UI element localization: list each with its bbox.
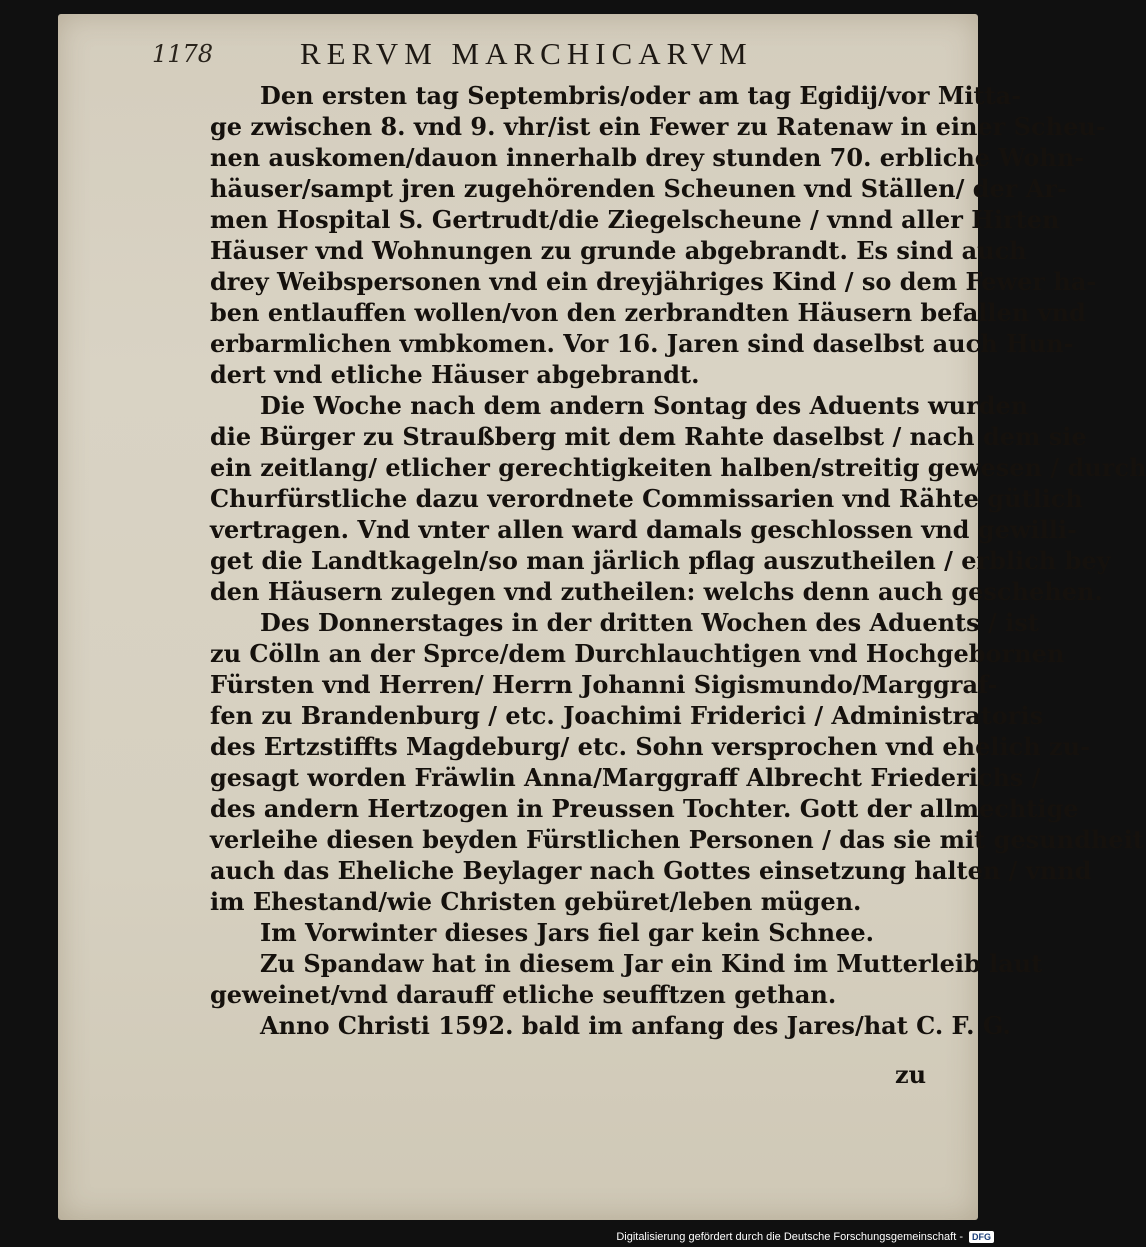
catchword: zu: [895, 1060, 927, 1089]
text-line: die Bürger zu Straußberg mit dem Rahte daselbst / nach dem sie: [210, 422, 1087, 451]
text-line: Den ersten tag Septembris/oder am tag Egidij/vor Mitta-: [260, 81, 1022, 110]
text-line: Die Woche nach dem andern Sontag des Aduents wurden: [260, 391, 1029, 420]
text-line: Im Vorwinter dieses Jars fiel gar kein Schnee.: [260, 918, 874, 947]
text-line: häuser/sampt jren zugehörenden Scheunen vnd Ställen/ der Ar-: [210, 174, 1068, 203]
digitization-credit: [616, 1231, 994, 1243]
text-line: im Ehestand/wie Christen gebüret/leben mügen.: [210, 887, 862, 916]
text-line: verleihe diesen beyden Fürstlichen Personen / das sie mit gesundheit: [210, 825, 1144, 854]
dfg-logo: DFG: [969, 1231, 994, 1243]
text-line: Churfürstliche dazu verordnete Commissarien vnd Rähte gütlich: [210, 484, 1083, 513]
text-line: fen zu Brandenburg / etc. Joachimi Friderici / Administratoris: [210, 701, 1044, 730]
text-line: des andern Hertzogen in Preussen Tochter. Gott der allmechtige: [210, 794, 1079, 823]
text-line: zu Cölln an der Sprce/dem Durchlauchtigen vnd Hochgebornen: [210, 639, 1065, 668]
text-line: men Hospital S. Gertrudt/die Ziegelscheune / vnnd aller Hirten: [210, 205, 1060, 234]
text-line: ein zeitlang/ etlicher gerechtigkeiten halben/streitig gewesen / durch: [210, 453, 1146, 482]
text-line: drey Weibspersonen vnd ein dreyjähriges Kind / so dem Fewer ha-: [210, 267, 1097, 296]
page-number: 1178: [152, 40, 214, 68]
text-line: nen auskomen/dauon innerhalb drey stunden 70. erbliche Wohn-: [210, 143, 1085, 172]
running-title: RERVM MARCHICARVM: [300, 36, 753, 71]
text-line: Des Donnerstages in der dritten Wochen des Aduents / ist: [260, 608, 1039, 637]
credit-text: Digitalisierung gefördert durch die Deutsche Forschungsgemeinschaft -: [616, 1231, 963, 1243]
text-line: auch das Eheliche Beylager nach Gottes einsetzung halten / vnnd: [210, 856, 1092, 885]
text-line: geweinet/vnd darauff etliche seufftzen gethan.: [210, 980, 837, 1009]
text-line: vertragen. Vnd vnter allen ward damals geschlossen vnd gewilli-: [210, 515, 1077, 544]
text-line: Fürsten vnd Herren/ Herrn Johanni Sigismundo/Marggraf-: [210, 670, 998, 699]
text-line: gesagt worden Fräwlin Anna/Marggraff Albrecht Friederichs /: [210, 763, 1041, 792]
body-text: [210, 80, 1146, 1041]
text-line: Anno Christi 1592. bald im anfang des Jares/hat C. F. G.: [260, 1011, 1011, 1040]
text-line: Zu Spandaw hat in diesem Jar ein Kind im Mutterleib laut: [260, 949, 1043, 978]
text-line: den Häusern zulegen vnd zutheilen: welchs denn auch geschehen.: [210, 577, 1103, 606]
text-line: get die Landtkageln/so man järlich pflag auszutheilen / erblich bey: [210, 546, 1111, 575]
text-line: des Ertzstiffts Magdeburg/ etc. Sohn versprochen vnd ehelich zu-: [210, 732, 1091, 761]
text-line: Häuser vnd Wohnungen zu grunde abgebrandt. Es sind auch: [210, 236, 1027, 265]
text-line: ben entlauffen wollen/von den zerbrandten Häusern befallen vnd: [210, 298, 1086, 327]
text-line: dert vnd etliche Häuser abgebrandt.: [210, 360, 700, 389]
text-line: ge zwischen 8. vnd 9. vhr/ist ein Fewer zu Ratenaw in einer Scheu-: [210, 112, 1106, 141]
text-line: erbarmlichen vmbkomen. Vor 16. Jaren sind daselbst auch Hun-: [210, 329, 1074, 358]
